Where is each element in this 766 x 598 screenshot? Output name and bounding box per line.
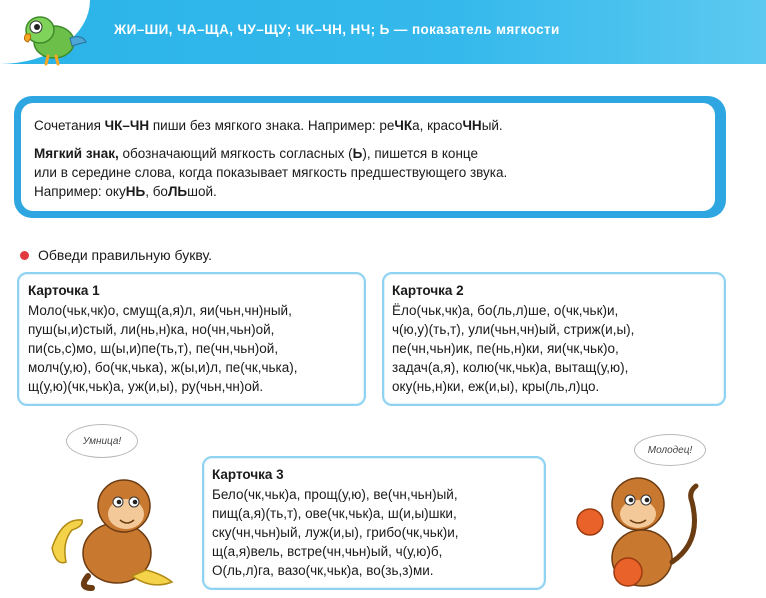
- card-1-title: Карточка 1: [28, 283, 100, 298]
- card-2-line: Ёло(чьк,чк)а, бо(ль,л)ше, о(чк,чьк)и,: [392, 303, 619, 318]
- card-3-title: Карточка 3: [212, 467, 284, 482]
- speech-bubble-left: Умница!: [66, 424, 138, 458]
- page-title: ЖИ–ШИ, ЧА–ЩА, ЧУ–ЩУ; ЧК–ЧН, НЧ; Ь — показатель мягкости: [114, 22, 560, 37]
- card-1-line: пи(сь,с)мо, ш(ы,и)пе(ть,т), пе(чн,чьн)ой,: [28, 341, 279, 356]
- card-1-line: пуш(ы,и)стый, ли(нь,н)ка, но(чн,чьн)ой,: [28, 322, 275, 337]
- card-1-line: Моло(чьк,чк)о, смущ(а,я)л, яи(чьн,чн)ный,: [28, 303, 292, 318]
- card-3-line: Бело(чк,чьк)а, прощ(у,ю), ве(чн,чьн)ый,: [212, 487, 458, 502]
- card-2-line: оку(нь,н)ки, еж(и,ы), кры(ль,л)цо.: [392, 379, 600, 394]
- card-3-line: пищ(а,я)(ть,т), ове(чк,чьк)а, ш(и,ы)шки,: [212, 506, 457, 521]
- card-2-line: ч(ю,у)(ть,т), ули(чьн,чн)ый, стриж(и,ы),: [392, 322, 635, 337]
- speech-bubble-right: Молодец!: [634, 434, 706, 466]
- card-2-line: задач(а,я), колю(чк,чьк)а, вытащ(у,ю),: [392, 360, 629, 375]
- rule-line-2: Мягкий знак, обозначающий мягкость согласных (Ь), пишется в конце: [34, 146, 478, 161]
- rule-line-3: или в середине слова, когда показывает мягкость предшествующего звука.: [34, 165, 508, 180]
- card-2-line: пе(чн,чьн)ик, пе(нь,н)ки, яи(чк,чьк)о,: [392, 341, 619, 356]
- rule-line-4: Например: окуНЬ, боЛЬшой.: [34, 184, 217, 199]
- card-3-line: ску(чн,чьн)ый, луж(и,ы), грибо(чк,чьк)и,: [212, 525, 459, 540]
- parrot-icon: [20, 8, 90, 68]
- rule-line-1: Сочетания ЧК–ЧН пиши без мягкого знака. Например: реЧКа, красоЧНый.: [34, 118, 503, 133]
- bullet-icon: [20, 251, 29, 260]
- card-3-line: щ(а,я)вель, встре(чн,чьн)ый, ч(у,ю)б,: [212, 544, 443, 559]
- monkey-left-icon: [22, 458, 182, 594]
- card-1-line: щ(у,ю)(чк,чьк)а, уж(и,ы), ру(чьн,чн)ой.: [28, 379, 264, 394]
- task-instruction: Обведи правильную букву.: [38, 247, 212, 263]
- card-3-line: О(ль,л)га, вазо(чк,чьк)а, во(зь,з)ми.: [212, 563, 434, 578]
- monkey-right-icon: [572, 462, 722, 594]
- card-2-title: Карточка 2: [392, 283, 464, 298]
- card-1-line: молч(у,ю), бо(чк,чька), ж(ы,и)л, пе(чк,чька),: [28, 360, 298, 375]
